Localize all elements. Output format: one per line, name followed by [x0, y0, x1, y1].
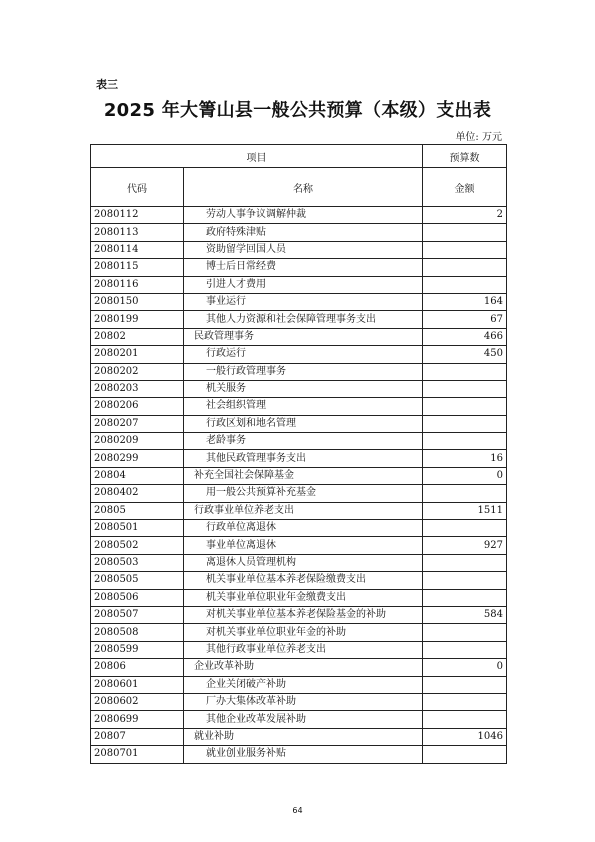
row-amount	[423, 711, 507, 728]
row-code: 2080501	[91, 520, 184, 537]
header-budget: 预算数	[423, 145, 507, 168]
row-amount: 1511	[423, 502, 507, 519]
unit-label: 单位: 万元	[455, 132, 502, 143]
row-name: 其他民政管理事务支出	[184, 450, 423, 467]
row-amount: 927	[423, 537, 507, 554]
row-name: 行政事业单位养老支出	[184, 502, 423, 519]
row-code: 2080505	[91, 572, 184, 589]
row-name: 民政管理事务	[184, 328, 423, 345]
row-amount	[423, 224, 507, 241]
row-code: 2080114	[91, 241, 184, 258]
table-row	[91, 554, 507, 571]
row-code: 2080701	[91, 746, 184, 763]
table-row	[91, 520, 507, 537]
table-row	[91, 415, 507, 432]
header-item: 项目	[91, 145, 423, 168]
row-name: 机关事业单位基本养老保险缴费支出	[184, 572, 423, 589]
table-row	[91, 537, 507, 554]
row-name: 机关服务	[184, 380, 423, 397]
table-row	[91, 433, 507, 450]
row-code: 2080699	[91, 711, 184, 728]
row-name: 企业关闭破产补助	[184, 676, 423, 693]
table-row	[91, 467, 507, 484]
row-code: 2080115	[91, 259, 184, 276]
row-code: 2080113	[91, 224, 184, 241]
row-amount	[423, 676, 507, 693]
row-code: 2080502	[91, 537, 184, 554]
budget-table	[90, 144, 507, 764]
row-name: 离退休人员管理机构	[184, 554, 423, 571]
row-code: 2080209	[91, 433, 184, 450]
row-amount: 16	[423, 450, 507, 467]
table-row	[91, 380, 507, 397]
row-amount: 1046	[423, 728, 507, 745]
row-amount: 0	[423, 467, 507, 484]
table-row	[91, 746, 507, 763]
row-code: 2080112	[91, 207, 184, 224]
row-code: 2080150	[91, 293, 184, 310]
table-row	[91, 693, 507, 710]
row-amount	[423, 520, 507, 537]
table-row	[91, 398, 507, 415]
row-code: 2080207	[91, 415, 184, 432]
row-name: 就业补助	[184, 728, 423, 745]
row-code: 20804	[91, 467, 184, 484]
row-name: 老龄事务	[184, 433, 423, 450]
header-amount: 金额	[423, 168, 507, 207]
table-row	[91, 641, 507, 658]
row-code: 20802	[91, 328, 184, 345]
row-amount	[423, 746, 507, 763]
row-amount	[423, 276, 507, 293]
table-row	[91, 659, 507, 676]
row-code: 2080201	[91, 346, 184, 363]
row-name: 社会组织管理	[184, 398, 423, 415]
row-name: 政府特殊津贴	[184, 224, 423, 241]
row-name: 其他行政事业单位养老支出	[184, 641, 423, 658]
row-name: 就业创业服务补贴	[184, 746, 423, 763]
row-code: 2080508	[91, 624, 184, 641]
row-name: 对机关事业单位职业年金的补助	[184, 624, 423, 641]
row-amount	[423, 241, 507, 258]
row-code: 2080202	[91, 363, 184, 380]
table-body	[91, 207, 507, 764]
row-amount	[423, 589, 507, 606]
table-row	[91, 676, 507, 693]
table-row	[91, 276, 507, 293]
row-name: 资助留学回国人员	[184, 241, 423, 258]
row-name: 事业运行	[184, 293, 423, 310]
row-name: 一般行政管理事务	[184, 363, 423, 380]
row-amount	[423, 380, 507, 397]
table-row	[91, 207, 507, 224]
table-row	[91, 728, 507, 745]
row-amount	[423, 398, 507, 415]
row-name: 劳动人事争议调解仲裁	[184, 207, 423, 224]
table-label: 表三	[96, 78, 118, 91]
row-name: 事业单位离退休	[184, 537, 423, 554]
row-amount	[423, 433, 507, 450]
table-row	[91, 363, 507, 380]
row-code: 2080507	[91, 606, 184, 623]
row-amount: 164	[423, 293, 507, 310]
row-code: 2080199	[91, 311, 184, 328]
page-title: 2025 年大箐山县一般公共预算（本级）支出表	[103, 100, 492, 121]
row-amount	[423, 415, 507, 432]
table-row	[91, 346, 507, 363]
table-row	[91, 241, 507, 258]
row-code: 2080503	[91, 554, 184, 571]
row-code: 2080599	[91, 641, 184, 658]
row-name: 行政单位离退休	[184, 520, 423, 537]
table-row	[91, 711, 507, 728]
row-name: 厂办大集体改革补助	[184, 693, 423, 710]
row-code: 2080602	[91, 693, 184, 710]
header-row-columns	[91, 168, 507, 207]
row-amount: 466	[423, 328, 507, 345]
row-name: 其他企业改革发展补助	[184, 711, 423, 728]
row-amount	[423, 624, 507, 641]
table-row	[91, 450, 507, 467]
row-amount: 2	[423, 207, 507, 224]
row-amount	[423, 363, 507, 380]
row-amount	[423, 485, 507, 502]
row-code: 2080299	[91, 450, 184, 467]
row-name: 行政运行	[184, 346, 423, 363]
row-amount: 584	[423, 606, 507, 623]
row-amount: 450	[423, 346, 507, 363]
row-name: 补充全国社会保障基金	[184, 467, 423, 484]
header-name: 名称	[184, 168, 423, 207]
row-amount: 0	[423, 659, 507, 676]
row-code: 20805	[91, 502, 184, 519]
row-name: 机关事业单位职业年金缴费支出	[184, 589, 423, 606]
row-code: 2080116	[91, 276, 184, 293]
row-code: 20806	[91, 659, 184, 676]
row-name: 行政区划和地名管理	[184, 415, 423, 432]
row-code: 2080206	[91, 398, 184, 415]
page-number: 64	[292, 806, 303, 815]
table-row	[91, 485, 507, 502]
table-row	[91, 259, 507, 276]
row-amount	[423, 572, 507, 589]
row-code: 2080601	[91, 676, 184, 693]
row-amount	[423, 693, 507, 710]
row-name: 企业改革补助	[184, 659, 423, 676]
table-row	[91, 328, 507, 345]
table-row	[91, 606, 507, 623]
row-name: 对机关事业单位基本养老保险基金的补助	[184, 606, 423, 623]
row-code: 20807	[91, 728, 184, 745]
table-row	[91, 224, 507, 241]
table-row	[91, 293, 507, 310]
row-code: 2080203	[91, 380, 184, 397]
row-amount	[423, 554, 507, 571]
row-amount: 67	[423, 311, 507, 328]
table-row	[91, 589, 507, 606]
row-code: 2080506	[91, 589, 184, 606]
table-row	[91, 311, 507, 328]
row-name: 引进人才费用	[184, 276, 423, 293]
header-row-item	[91, 145, 507, 168]
row-amount	[423, 641, 507, 658]
row-code: 2080402	[91, 485, 184, 502]
table-row	[91, 624, 507, 641]
row-name: 博士后日常经费	[184, 259, 423, 276]
table-row	[91, 572, 507, 589]
row-name: 其他人力资源和社会保障管理事务支出	[184, 311, 423, 328]
table-row	[91, 502, 507, 519]
header-code: 代码	[91, 168, 184, 207]
row-name: 用一般公共预算补充基金	[184, 485, 423, 502]
row-amount	[423, 259, 507, 276]
